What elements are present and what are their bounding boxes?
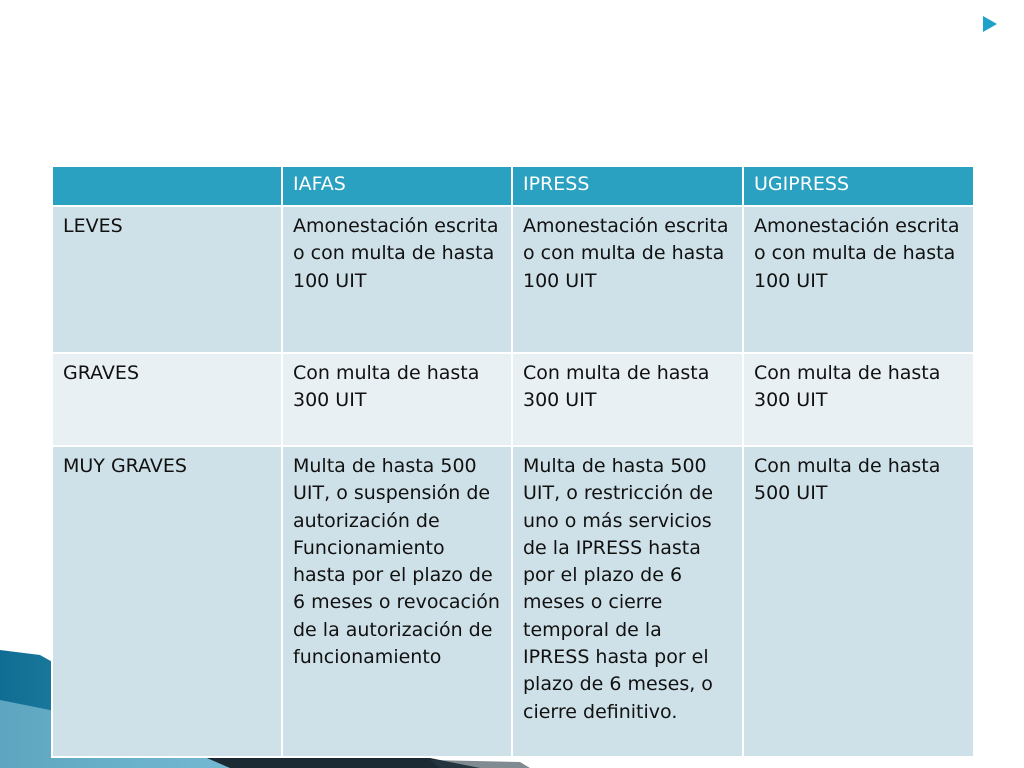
- ugipress-cell: Con multa de hasta 300 UIT: [743, 353, 974, 446]
- header-ipress: IPRESS: [512, 166, 743, 206]
- table-row: [52, 353, 974, 446]
- sanctions-table-wrapper: [51, 165, 973, 758]
- ipress-cell: Amonestación escrita o con multa de hasta 100 UIT: [512, 206, 743, 353]
- header-iafas: IAFAS: [282, 166, 512, 206]
- ugipress-cell: Con multa de hasta 500 UIT: [743, 446, 974, 757]
- category-cell: GRAVES: [52, 353, 282, 446]
- iafas-cell: Con multa de hasta 300 UIT: [282, 353, 512, 446]
- header-ugipress: UGIPRESS: [743, 166, 974, 206]
- iafas-cell: Multa de hasta 500 UIT, o suspensión de autorización de Funcionamiento hasta por el plazo de 6 meses o revocación de la autorización de funcionamiento: [282, 446, 512, 757]
- nav-arrow-icon: [983, 16, 997, 32]
- deco-dark-stripe-2: [430, 760, 530, 768]
- iafas-cell: Amonestación escrita o con multa de hasta 100 UIT: [282, 206, 512, 353]
- table-row: [52, 446, 974, 757]
- category-cell: MUY GRAVES: [52, 446, 282, 757]
- ipress-cell: Con multa de hasta 300 UIT: [512, 353, 743, 446]
- table-header-row: [52, 166, 974, 206]
- ipress-cell: Multa de hasta 500 UIT, o restricción de uno o más servicios de la IPRESS hasta por el plazo de 6 meses o cierre temporal de la IPRESS hasta por el plazo de 6 meses, o cierre definitivo.: [512, 446, 743, 757]
- ugipress-cell: Amonestación escrita o con multa de hasta 100 UIT: [743, 206, 974, 353]
- table-row: [52, 206, 974, 353]
- sanctions-table: [51, 165, 975, 758]
- category-cell: LEVES: [52, 206, 282, 353]
- header-empty-cell: [52, 166, 282, 206]
